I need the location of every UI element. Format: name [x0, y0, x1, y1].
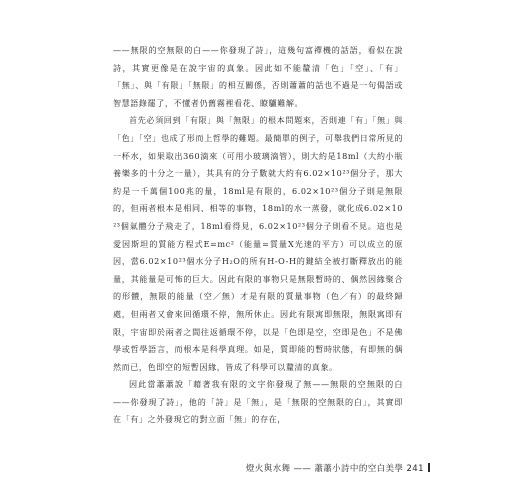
footer-chapter-title: 蕭蕭小詩中的空白美學 [314, 464, 404, 474]
footer-book-title: 燈火與水舞 [246, 464, 291, 474]
paragraph-2: 首先必須回到「有限」與「無限」的根本問題來，否則連「有」「無」與「色」「空」也成了形而上哲學的難題。最簡單的例子，可舉我們日常所見的一杯水，如果取出360滴來（可用小玻璃滴管），則大約是18ml（大約小瓶養樂多的十分之一量），其具有的分子數就大約有6.02×10²³個分子，那大約是一千萬個100兆的量，18ml是有限的，6.02×10²³個分子則是無限的，但兩者根本是相同、相等的事物，18ml的水一蒸發，就化成6.02×10²³個氣體分子飛走了，18ml看得見，6.02×10²³個分子則看不見。這也是愛因斯坦的質能方程式E=mc²（能量=質量X光速的平方）可以成立的原因，當6.02×10²³個水分子H₂O的所有H-O-H的鍵結全被打斷釋放出的能量，其能量是可怖的巨大。因此有限的事物只是無限暫時的、偶然因緣聚合的形體，無限的能量（空／無）才是有限的質量事物（色／有）的最終歸處，但兩者又會來回循環不停，無所休止。因此有限寓即無限，無限寓即有限，宇宙即於兩者之間往返循環不停，以是「色即是空，空即是色」不是佛學或哲學語言，而根本是科學真理。如是，質即能的暫時狀態，有即無的偶然而已，色即空的短暫因緣，皆成了科學可以釐清的真象。 [113, 115, 403, 372]
footer-bar-mark [428, 463, 430, 472]
paragraph-1: ——無限的空無限的白——你發現了詩」，這幾句富禪機的話語，看似在說詩，其實更像是在說宇宙的真象。因此如不能釐清「色」「空」、「有」「無」、與「有限」「無限」的相互關係，否則蕭蕭的話也不過是一句偈語或智慧語錄罷了，不懂者仍舊霧裡看花、瞭驢難解。 [113, 45, 403, 108]
running-footer [246, 462, 430, 474]
footer-separator: —— [293, 464, 312, 474]
paragraph-3: 因此當蕭蕭說「藉著我有限的文字你發現了無——無限的空無限的白——你發現了詩」，他的「詩」是「無」，是「無限的空無限的白」，其實即在「有」之外發現它的對立面「無」的存在， [113, 379, 403, 425]
page-number: 241 [406, 464, 424, 474]
page-body [113, 42, 403, 429]
